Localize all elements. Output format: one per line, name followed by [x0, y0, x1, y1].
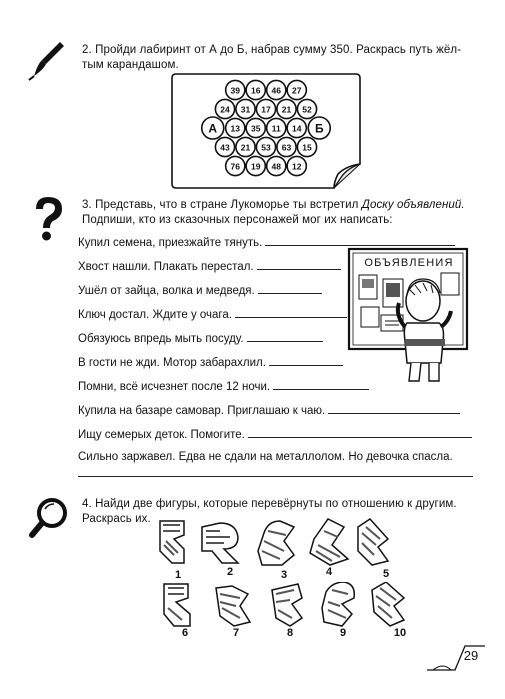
ad-row: [78, 355, 343, 369]
maze-cell-label: 11: [271, 123, 281, 134]
ad-text: Купила на базаре самовар. Приглашаю к чаю.: [78, 405, 326, 417]
figure-9: [322, 582, 354, 626]
maze-cell-label: 39: [230, 85, 240, 96]
maze-cell-label: 17: [261, 104, 271, 115]
figure-number: 8: [286, 627, 294, 639]
figure-number: 10: [393, 627, 407, 639]
ad-text: Ушёл от зайца, волка и медведя.: [78, 285, 255, 297]
maze-cell-label: 15: [302, 142, 312, 153]
task3-line2: Подпиши, кто из сказочных персонажей мог их написать:: [82, 214, 393, 226]
maze-end-label: Б: [314, 121, 324, 136]
maze-cell-label: 48: [271, 161, 281, 172]
figure-6: [164, 584, 190, 626]
figure-number: 7: [232, 627, 240, 639]
task4-line1: 4. Найди две фигуры, которые перевёрнуты по отношению к другим.: [82, 498, 457, 510]
figure-3: [258, 521, 294, 565]
ad-text: Купил семена, приезжайте тянуть.: [78, 237, 263, 249]
figure-number: 9: [339, 627, 347, 639]
answer-line[interactable]: [78, 476, 473, 477]
maze-cell-label: 14: [292, 123, 302, 134]
figure-4: [310, 519, 348, 565]
maze-cell-label: 76: [230, 161, 240, 172]
figure-7: [216, 586, 250, 626]
maze-cell-label: 12: [292, 161, 302, 172]
ad-text: Ищу семерых деток. Помогите.: [78, 429, 245, 441]
task4-line2: Раскрась их.: [82, 513, 151, 525]
brush-icon: [26, 38, 70, 82]
ad-text: Хвост нашли. Плакать перестал.: [78, 261, 254, 273]
answer-line[interactable]: [257, 259, 341, 270]
task3-italic: Доску объявлений.: [361, 199, 465, 211]
task2-text: [82, 43, 477, 73]
question-mark-icon: [30, 195, 66, 243]
maze-cell-label: 16: [251, 85, 261, 96]
figures-row-top: [150, 515, 390, 573]
maze-cell-label: 21: [281, 104, 292, 115]
ad-row: [78, 451, 453, 463]
figure-number: 6: [181, 627, 189, 639]
maze-cell-label: 27: [292, 85, 302, 96]
ad-row: [78, 379, 369, 393]
maze-cell-label: 53: [261, 142, 271, 153]
ad-row: [78, 283, 322, 297]
figure-number: 2: [226, 566, 234, 578]
figure-5: [358, 519, 388, 565]
ad-row: [78, 307, 347, 321]
figures-row-bottom: [150, 582, 410, 630]
task2-line2: тым карандашом.: [82, 59, 179, 71]
task3-text: [82, 198, 482, 228]
ad-row: [78, 403, 460, 417]
answer-line[interactable]: [235, 307, 347, 318]
maze-cell-label: 24: [220, 104, 230, 115]
maze-cell-label: 63: [281, 142, 292, 153]
ad-text: В гости не жди. Мотор забарахлил.: [78, 357, 266, 369]
ad-row: [78, 427, 472, 441]
ad-text: Сильно заржавел. Едва не сдали на металлолом. Но девочка спасла.: [78, 451, 453, 463]
maze-cell-label: 35: [251, 123, 261, 134]
figure-2: [202, 523, 238, 563]
answer-line[interactable]: [247, 331, 323, 342]
maze-cell-label: 31: [240, 104, 251, 115]
answer-line[interactable]: [258, 283, 322, 294]
ad-text: Ключ достал. Ждите у очага.: [78, 309, 232, 321]
page-number-badge: [425, 640, 487, 676]
task3-line1: 3. Представь, что в стране Лукоморье ты встретил: [82, 199, 359, 211]
ad-text: Помни, всё исчезнет после 12 ночи.: [78, 381, 271, 393]
maze-card: [170, 72, 362, 190]
figure-number: 4: [325, 566, 333, 578]
maze-cell-label: 52: [302, 104, 312, 115]
maze-cell-label: 46: [271, 85, 281, 96]
task2-line1: 2. Пройди лабиринт от А до Б, набрав сумму 350. Раскрась путь жёл-: [82, 44, 462, 56]
figure-1: [160, 521, 184, 563]
magnifier-icon: [28, 495, 72, 539]
maze-start-label: А: [208, 121, 218, 136]
page-number: 29: [463, 648, 479, 663]
figure-number: 5: [382, 568, 390, 580]
maze-cell-label: 19: [251, 161, 261, 172]
figure-10: [372, 582, 404, 626]
maze-cell-label: 21: [240, 142, 251, 153]
maze-cell-label: 13: [230, 123, 240, 134]
answer-line[interactable]: [248, 427, 472, 438]
figure-number: 3: [280, 569, 288, 581]
notice-board-illustration: [345, 245, 473, 385]
figure-number: 1: [174, 569, 182, 581]
figure-8: [272, 584, 302, 626]
ad-text: Обязуюсь впредь мыть посуду.: [78, 333, 244, 345]
answer-line[interactable]: [328, 403, 460, 414]
answer-line[interactable]: [269, 355, 343, 366]
ad-row: [78, 331, 323, 345]
maze-cell-label: 43: [220, 142, 230, 153]
ad-row: [78, 259, 341, 273]
board-title: ОБЪЯВЛЕНИЯ: [364, 257, 454, 269]
